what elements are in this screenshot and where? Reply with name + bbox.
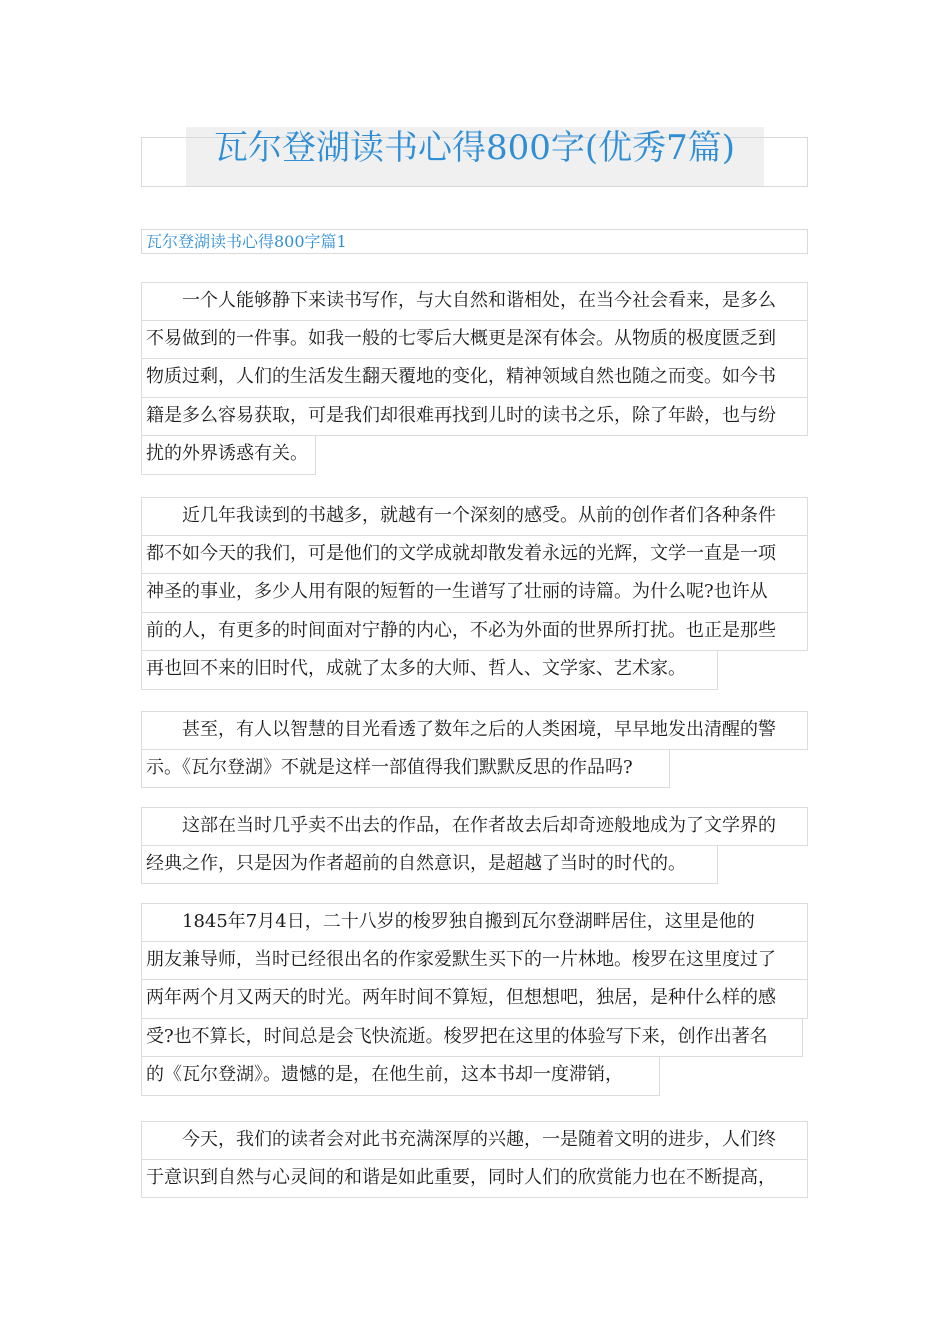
paragraph-line: 再也回不来的旧时代，成就了太多的大师、哲人、文学家、艺术家。 bbox=[141, 651, 718, 690]
paragraph-2 bbox=[141, 497, 808, 690]
paragraph-line: 都不如今天的我们，可是他们的文学成就却散发着永远的光辉，文学一直是一项 bbox=[141, 536, 808, 575]
paragraph-line: 1845年7月4日，二十八岁的梭罗独自搬到瓦尔登湖畔居住，这里是他的 bbox=[141, 903, 808, 942]
paragraph-line: 于意识到自然与心灵间的和谐是如此重要，同时人们的欣赏能力也在不断提高， bbox=[141, 1160, 808, 1199]
paragraph-line: 前的人，有更多的时间面对宁静的内心，不必为外面的世界所打扰。也正是那些 bbox=[141, 613, 808, 652]
paragraph-line: 朋友兼导师，当时已经很出名的作家爱默生买下的一片林地。梭罗在这里度过了 bbox=[141, 942, 808, 981]
paragraph-5 bbox=[141, 903, 808, 1096]
paragraph-line: 今天，我们的读者会对此书充满深厚的兴趣，一是随着文明的进步，人们终 bbox=[141, 1121, 808, 1160]
paragraph-6 bbox=[141, 1121, 808, 1198]
paragraph-line: 一个人能够静下来读书写作，与大自然和谐相处，在当今社会看来，是多么 bbox=[141, 282, 808, 321]
paragraph-line: 的《瓦尔登湖》。遗憾的是，在他生前，这本书却一度滞销， bbox=[141, 1057, 660, 1096]
paragraph-line: 神圣的事业，多少人用有限的短暂的一生谱写了壮丽的诗篇。为什么呢?也许从 bbox=[141, 574, 808, 613]
paragraph-line: 扰的外界诱惑有关。 bbox=[141, 436, 316, 475]
section-heading: 瓦尔登湖读书心得800字篇1 bbox=[141, 229, 808, 254]
paragraph-line: 籍是多么容易获取，可是我们却很难再找到儿时的读书之乐，除了年龄，也与纷 bbox=[141, 398, 808, 437]
paragraph-line: 甚至，有人以智慧的目光看透了数年之后的人类困境，早早地发出清醒的警 bbox=[141, 711, 808, 750]
paragraph-line: 不易做到的一件事。如我一般的七零后大概更是深有体会。从物质的极度匮乏到 bbox=[141, 321, 808, 360]
paragraph-1 bbox=[141, 282, 808, 475]
paragraph-line: 近几年我读到的书越多，就越有一个深刻的感受。从前的创作者们各种条件 bbox=[141, 497, 808, 536]
paragraph-line: 经典之作，只是因为作者超前的自然意识，是超越了当时的时代的。 bbox=[141, 846, 718, 885]
paragraph-line: 示。《瓦尔登湖》不就是这样一部值得我们默默反思的作品吗? bbox=[141, 750, 670, 789]
paragraph-3 bbox=[141, 711, 808, 788]
paragraph-4 bbox=[141, 807, 808, 884]
paragraph-line: 物质过剩，人们的生活发生翻天覆地的变化，精神领域自然也随之而变。如今书 bbox=[141, 359, 808, 398]
paragraph-line: 这部在当时几乎卖不出去的作品，在作者故去后却奇迹般地成为了文学界的 bbox=[141, 807, 808, 846]
paragraph-line: 两年两个月又两天的时光。两年时间不算短，但想想吧，独居，是种什么样的感 bbox=[141, 980, 808, 1019]
paragraph-line: 受?也不算长，时间总是会飞快流逝。梭罗把在这里的体验写下来，创作出著名 bbox=[141, 1019, 803, 1058]
document-title: 瓦尔登湖读书心得800字(优秀7篇) bbox=[213, 128, 736, 168]
